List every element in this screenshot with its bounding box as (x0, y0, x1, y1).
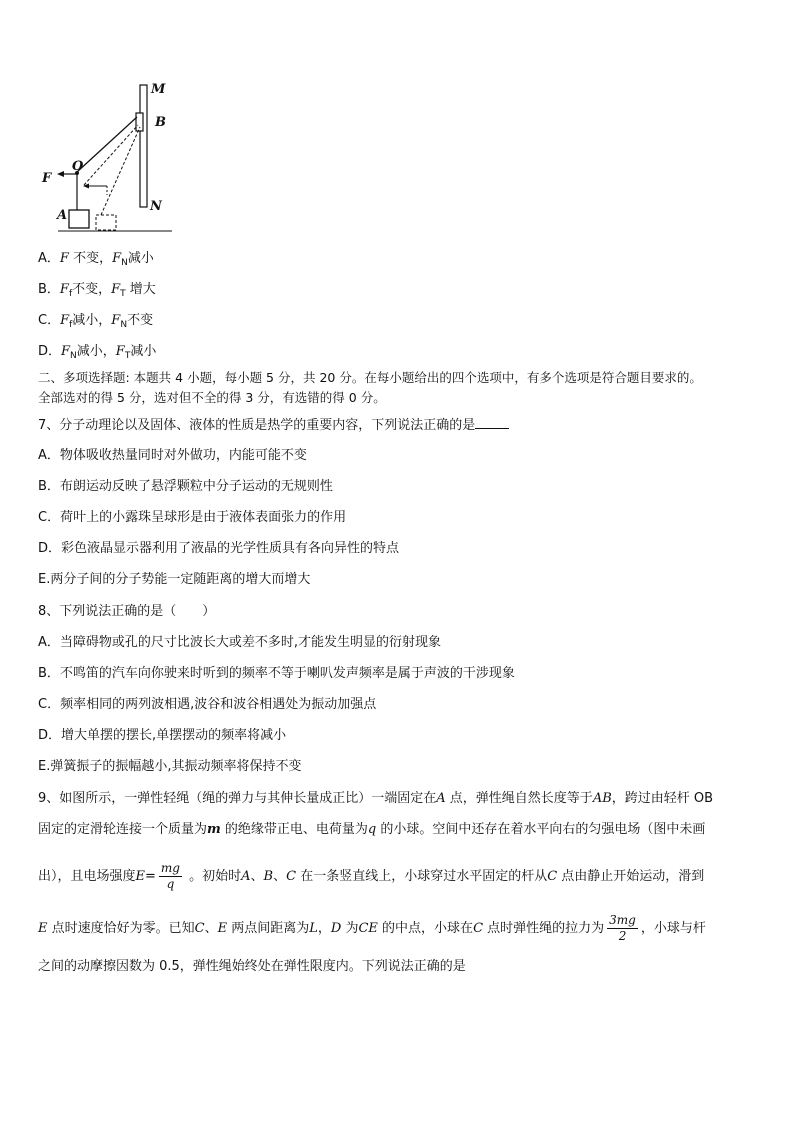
q7-option-a: A．物体吸收热量同时对外做功，内能可能不变 (38, 448, 307, 463)
q6-option-d: D．$F_N$减小，$F_T$减小 (38, 344, 157, 361)
q8-option-d: D．增大单摆的摆长,单摆摆动的频率将减小 (38, 728, 287, 743)
q8-option-a: A．当障碍物或孔的尺寸比波长大或差不多时,才能发生明显的衍射现象 (38, 635, 442, 650)
section2-line2: 全部选对的得 5 分，选对但不全的得 3 分，有选错的得 0 分。 (38, 390, 386, 405)
fraction-mg-over-q: $\frac{mg}{q}$ (160, 861, 180, 891)
physics-figure (0, 0, 794, 245)
q9-line2: 固定的定滑轮连接一个质量为m 的绝缘带正电、电荷量为q 的小球。空间中还存在着水平向右的匀强电场（图中未画 (38, 822, 706, 837)
q9-line4: E 点时速度恰好为零。已知C、E 两点间距离为L，D 为CE 的中点，小球在C 点时弹性绳的拉力为 $\frac{3mg}{2}$ ，小球与杆 (38, 913, 706, 943)
q6-option-b: B．$F_f$不变，$F_T$ 增大 (38, 282, 156, 299)
force-f-arrowhead (57, 171, 64, 177)
q9-line1: 9、如图所示，一弹性轻绳（绳的弹力与其伸长量成正比）一端固定在A 点，弹性绳自然长度等于AB，跨过由轻杆 OB (38, 791, 714, 806)
rod-mn (140, 85, 147, 207)
section2-line1: 二、多项选择题: 本题共 4 小题，每小题 5 分，共 20 分。在每小题给出的四个选项中，有多个选项是符合题目要求的。 (38, 370, 702, 385)
q9-line5: 之间的动摩擦因数为 0.5，弹性绳始终处在弹性限度内。下列说法正确的是 (38, 959, 466, 974)
q8-option-b: B．不鸣笛的汽车向你驶来时听到的频率不等于喇叭发声频率是属于声波的干涉现象 (38, 666, 515, 681)
label-n: N (150, 199, 162, 214)
rope-ob (77, 117, 137, 172)
block-a (69, 210, 89, 228)
label-f: F (42, 171, 52, 186)
q9-line3: 出），且电场强度E= $\frac{mg}{q}$ 。初始时A、B、C 在一条竖直线上，小球穿过水平固定的杆从C 点由静止开始运动，滑到 (38, 861, 705, 891)
q8-option-c: C．频率相同的两列波相遇,波谷和波谷相遇处为振动加强点 (38, 697, 377, 712)
pulley-b (136, 113, 143, 131)
label-b: B (155, 115, 166, 130)
q7-option-e: E.两分子间的分子势能一定随距离的增大而增大 (38, 572, 311, 587)
q6-option-a: A．F 不变，$F_N$减小 (38, 251, 154, 268)
motion-arrowhead (83, 184, 89, 189)
q8-option-e: E.弹簧振子的振幅越小,其振动频率将保持不变 (38, 759, 302, 774)
label-o: O (72, 159, 84, 174)
dashed-rope-1 (84, 125, 138, 185)
q7-option-b: B．布朗运动反映了悬浮颗粒中分子运动的无规则性 (38, 479, 333, 494)
q7-stem: 7、分子动理论以及固体、液体的性质是热学的重要内容，下列说法正确的是 (38, 416, 509, 435)
q6-option-c: C．$F_f$减小，$F_N$不变 (38, 313, 154, 330)
dashed-block (96, 215, 116, 230)
fraction-3mg-over-2: $\frac{3mg}{2}$ (609, 913, 636, 943)
dashed-rope-2 (101, 127, 140, 215)
label-m: M (151, 82, 166, 97)
answer-blank (475, 416, 509, 429)
q8-stem: 8、下列说法正确的是（ ） (38, 604, 216, 619)
q7-option-c: C．荷叶上的小露珠呈球形是由于液体表面张力的作用 (38, 510, 347, 525)
q7-option-d: D．彩色液晶显示器利用了液晶的光学性质具有各向异性的特点 (38, 541, 400, 556)
label-a: A (57, 208, 68, 223)
